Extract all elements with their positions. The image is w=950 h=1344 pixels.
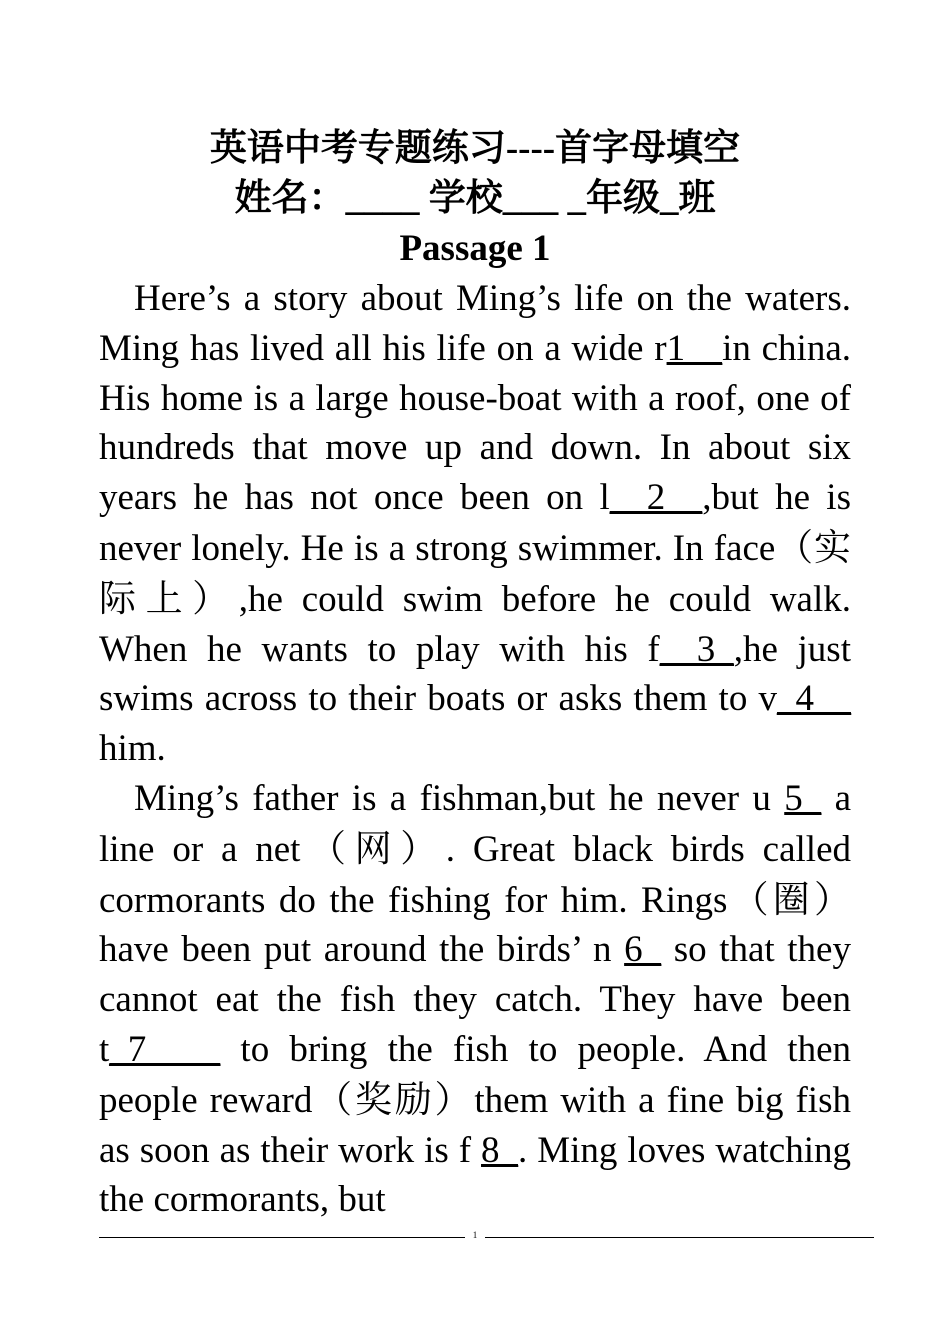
blank-6: 6_ xyxy=(624,929,662,971)
text-run: ,but he is never lonely. He is a strong swimmer. In face xyxy=(99,477,851,569)
text-run: them with a fine big fish as soon as their work is f xyxy=(99,1079,851,1171)
blank-5: 5_ xyxy=(784,777,822,819)
text-run: . Ming loves watching the cormorants, but xyxy=(99,1129,852,1221)
blank-4: _4__ xyxy=(777,678,851,720)
text-run: a line or a net xyxy=(99,777,851,870)
text-run: to bring the fish to people. And then people reward xyxy=(99,1028,851,1121)
text-run: Here’s a story about Ming’s life on the waters. Ming has lived all his life on a wide r xyxy=(99,278,851,369)
blank-8: 8_ xyxy=(481,1129,519,1171)
page-number: 1 xyxy=(465,1229,485,1241)
chinese-gloss: （实际上） xyxy=(99,525,851,620)
blank-2: __2__ xyxy=(609,477,703,519)
blank-7: _7____ xyxy=(109,1028,221,1070)
passage-title: Passage 1 xyxy=(399,228,551,269)
student-info-line: 姓名：____ 学校___ _年级_班 xyxy=(234,178,716,219)
paragraph-1 xyxy=(99,274,851,774)
text-run: ,he just swims across to their boats or asks them to v xyxy=(99,628,851,720)
paragraph-2 xyxy=(99,774,851,1225)
chinese-gloss: （奖励） xyxy=(312,1077,475,1121)
text-run: . Great black birds called cormorants do the fishing for him. Rings xyxy=(99,828,851,921)
text-run: in china. His home is a large house-boat with a roof, one of hundreds that move up and down. In about six years he has not once been on l xyxy=(99,327,851,519)
text-run: Ming’s father is a fishman,but he never u xyxy=(134,777,785,819)
blank-3: __3_ xyxy=(659,628,734,670)
chinese-gloss: （圈） xyxy=(727,877,851,921)
text-run: so that they cannot eat the fish they catch. They have been t xyxy=(99,929,851,1070)
text-run: him. xyxy=(99,728,166,770)
passage-body xyxy=(99,274,851,1225)
footer-divider xyxy=(99,1237,874,1238)
chinese-gloss: （网） xyxy=(300,826,446,870)
text-run: ,he could swim before he could walk. When he wants to play with his f xyxy=(99,578,851,670)
worksheet-title: 英语中考专题练习----首字母填空 xyxy=(209,128,741,169)
text-run: have been put around the birds’ n xyxy=(99,929,625,971)
blank-1: 1__ xyxy=(666,327,723,369)
